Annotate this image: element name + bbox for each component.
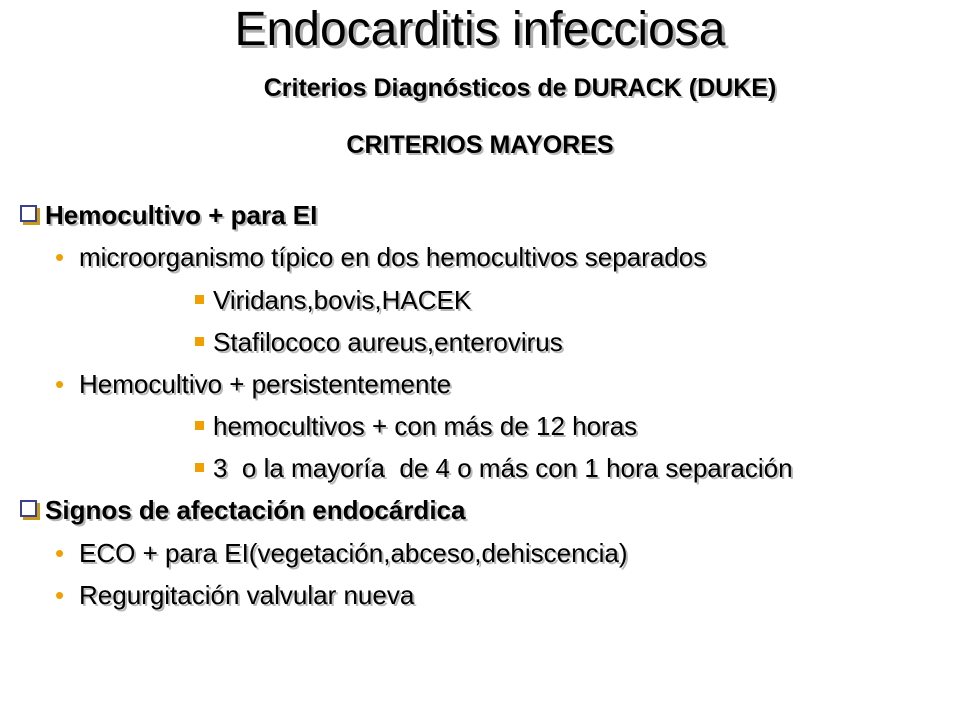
square-bullet-icon <box>195 337 204 346</box>
dot-bullet-icon: • <box>55 538 65 568</box>
list-item-text: 3 o la mayoría de 4 o más con 1 hora separación <box>213 453 793 483</box>
list-item-level2 <box>55 536 627 570</box>
list-item-level1 <box>20 198 317 232</box>
slide-subtitle: Criterios Diagnósticos de DURACK (DUKE) <box>263 74 777 102</box>
list-item-text: Viridans,bovis,HACEK <box>213 285 472 315</box>
list-item-level3 <box>195 325 563 359</box>
square-bullet-icon <box>195 463 204 472</box>
section-heading: CRITERIOS MAYORES <box>346 131 614 159</box>
dot-bullet-icon: • <box>55 580 65 610</box>
list-item-text: Stafilococo aureus,enterovirus <box>213 327 563 357</box>
slide-title: Endocarditis infecciosa <box>234 3 726 56</box>
list-item-text: microorganismo típico en dos hemocultivos separados <box>79 242 707 272</box>
list-item-level2 <box>55 367 451 401</box>
list-item-text: Hemocultivo + persistentemente <box>79 369 452 399</box>
dot-bullet-icon: • <box>55 369 65 399</box>
list-item-text: Signos de afectación endocárdica <box>45 495 466 525</box>
list-item-text: ECO + para EI(vegetación,abceso,dehiscencia) <box>79 538 628 568</box>
list-item-level2 <box>55 578 414 612</box>
square-bullet-icon <box>195 295 204 304</box>
list-item-level2 <box>55 240 706 274</box>
list-item-text: Hemocultivo + para EI <box>45 200 318 230</box>
square-bullet-icon <box>195 421 204 430</box>
list-item-level3 <box>195 283 471 317</box>
list-item-level1 <box>20 493 465 527</box>
list-item-level3 <box>195 409 637 443</box>
checkbox-bullet-icon <box>20 500 37 517</box>
list-item-text: hemocultivos + con más de 12 horas <box>213 411 638 441</box>
dot-bullet-icon: • <box>55 242 65 272</box>
list-item-level3 <box>195 451 793 485</box>
list-item-text: Regurgitación valvular nueva <box>79 580 415 610</box>
checkbox-bullet-icon <box>20 205 37 222</box>
